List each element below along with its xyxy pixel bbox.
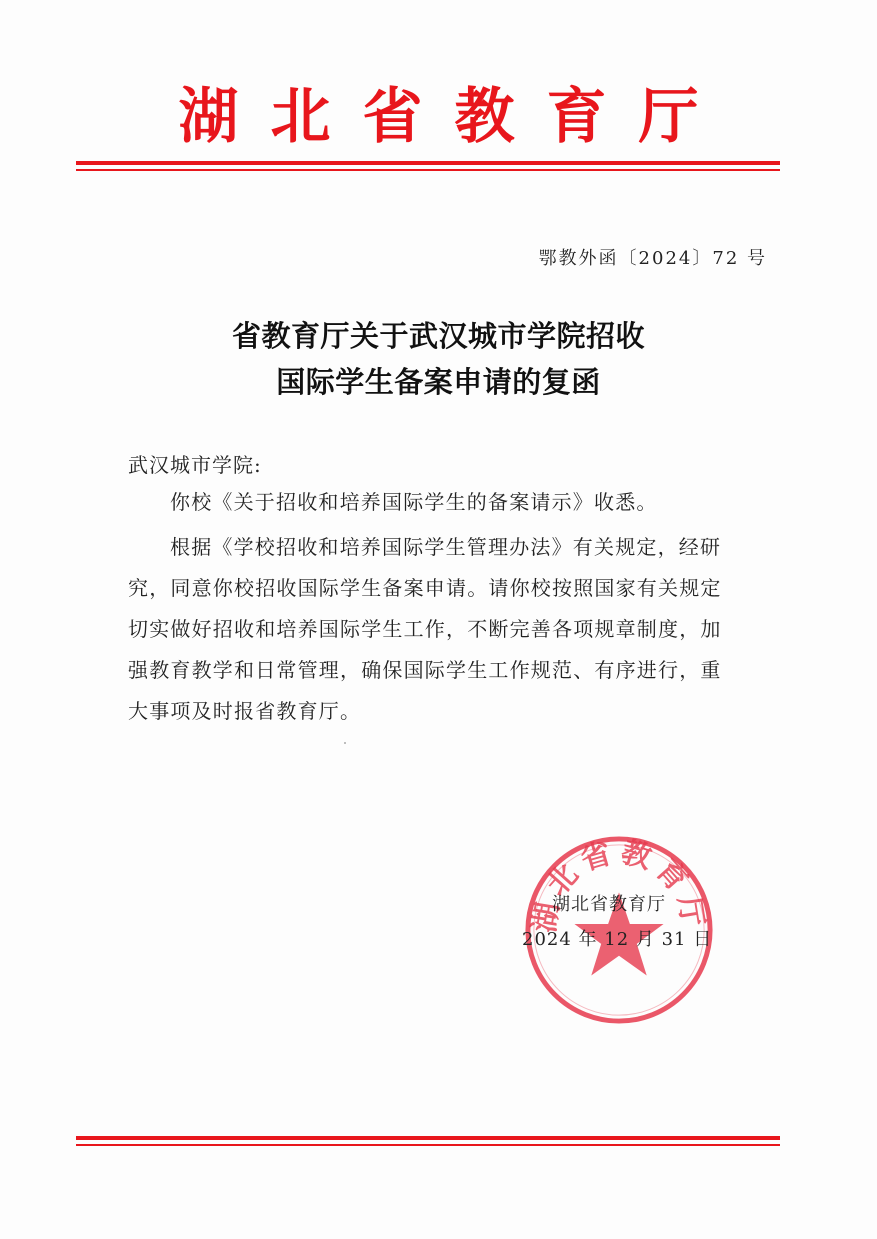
seal-text: 湖北省教育厅 <box>526 834 712 935</box>
footer-rule-thick <box>76 1136 780 1140</box>
paragraph-2-line-5: 大事项及时报省教育厅。 <box>128 699 362 723</box>
document-title-line-2: 国际学生备案申请的复函 <box>276 365 601 399</box>
paragraph-1-line: 你校《关于招收和培养国际学生的备案请示》收悉。 <box>170 490 658 514</box>
letterhead-title: 湖北省教育厅 <box>178 82 731 152</box>
document-number: 鄂教外函〔2024〕72 号 <box>538 248 767 269</box>
salutation: 武汉城市学院: <box>128 453 262 477</box>
paragraph-2-line-2: 究，同意你校招收国际学生备案申请。请你校按照国家有关规定 <box>128 576 722 600</box>
letterhead-rule-thick <box>76 161 780 165</box>
signature-org: 湖北省教育厅 <box>552 894 666 915</box>
document-title-line-1: 省教育厅关于武汉城市学院招收 <box>231 319 645 353</box>
paragraph-2-line-4: 强教育教学和日常管理，确保国际学生工作规范、有序进行，重 <box>128 658 722 682</box>
scan-speck <box>344 742 346 744</box>
paragraph-2-line-1: 根据《学校招收和培养国际学生管理办法》有关规定，经研 <box>170 535 722 559</box>
footer-rule-thin <box>76 1144 780 1146</box>
signature-date: 2024 年 12 月 31 日 <box>522 929 713 950</box>
letterhead-rule-thin <box>76 169 780 171</box>
paragraph-2-line-3: 切实做好招收和培养国际学生工作，不断完善各项规章制度，加 <box>128 617 722 641</box>
